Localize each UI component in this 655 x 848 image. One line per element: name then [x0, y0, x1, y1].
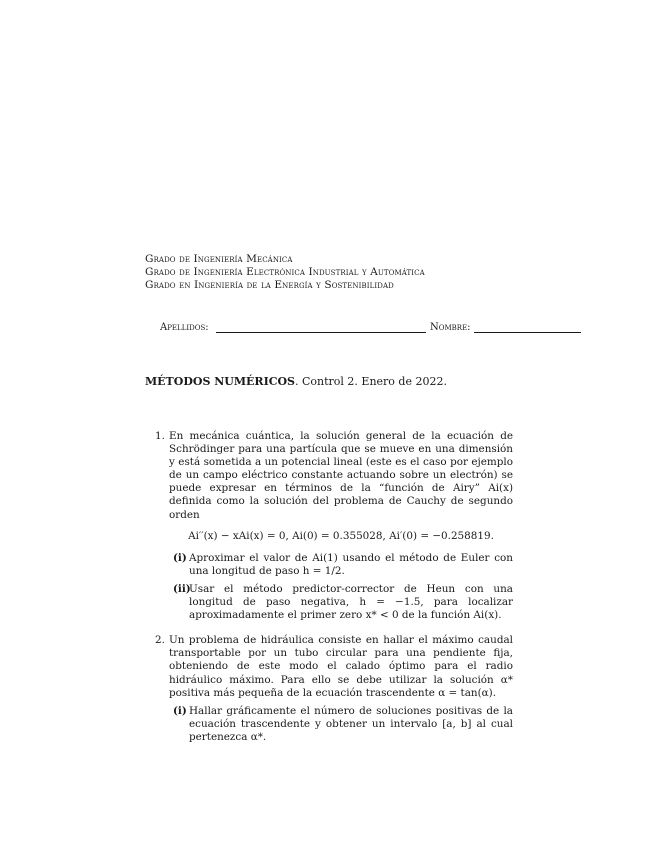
- problem-number: 1.: [155, 430, 165, 442]
- problem-part: [169, 583, 513, 622]
- problem-part: [169, 705, 513, 744]
- problem-1: [155, 430, 513, 622]
- student-name-fields: [160, 320, 585, 336]
- part-text: Aproximar el valor de Ai(1) usando el método de Euler con una longitud de paso h = 1/2.: [189, 551, 513, 577]
- part-tag: (ii): [173, 582, 191, 595]
- problem-list: [155, 430, 513, 756]
- part-text: Hallar gráficamente el número de soluciones positivas de la ecuación trascendente y obtener un intervalo [a, b] al cual pertenezca α*.: [189, 704, 513, 743]
- part-text: Usar el método predictor-corrector de Heun con una longitud de paso negativa, h = −1.5, para localizar aproximadamente el primer zero x* < 0 de la función Ai(x).: [189, 582, 513, 622]
- exam-subtitle: . Control 2. Enero de 2022.: [295, 375, 447, 388]
- problem-number: 2.: [155, 634, 165, 647]
- problem-part: [169, 552, 513, 578]
- name-line[interactable]: [474, 332, 581, 333]
- part-tag: (i): [173, 551, 187, 564]
- problem-statement: Un problema de hidráulica consiste en hallar el máximo caudal transportable por un tubo circular para una pendiente fija, obteniendo de este modo el calado óptimo para el radio hidráulico máximo. Para ello se debe utilizar la solución α* positiva más pequeña de la ecuación trascendente α = tan(α).: [169, 634, 513, 699]
- name-label: Nombre:: [430, 322, 471, 333]
- degree-line: Grado en Ingeniería de la Energía y Sostenibilidad: [145, 279, 394, 292]
- degree-list: [145, 253, 425, 293]
- surname-label: Apellidos:: [160, 322, 209, 333]
- problem-statement: En mecánica cuántica, la solución general de la ecuación de Schrödinger para una partícula que se mueve en una dimensión y está sometida a un potencial lineal (este es el caso por ejemplo de un campo eléctrico constante actuando sobre un electrón) se puede expresar en términos de la “función de Airy” Ai(x) definida como la solución del problema de Cauchy de segundo orden: [169, 430, 513, 521]
- degree-line: Grado de Ingeniería Mecánica: [145, 253, 293, 265]
- part-tag: (i): [173, 704, 187, 717]
- exam-title: MÉTODOS NUMÉRICOS: [145, 375, 295, 388]
- airy-equation: Ai′′(x) − xAi(x) = 0, Ai(0) = 0.355028, Ai′(0) = −0.258819.: [188, 529, 494, 542]
- exam-heading: [145, 375, 447, 388]
- surname-line[interactable]: [216, 332, 426, 333]
- degree-line: Grado de Ingeniería Electrónica Industrial y Automática: [145, 266, 425, 279]
- problem-2: [155, 634, 513, 744]
